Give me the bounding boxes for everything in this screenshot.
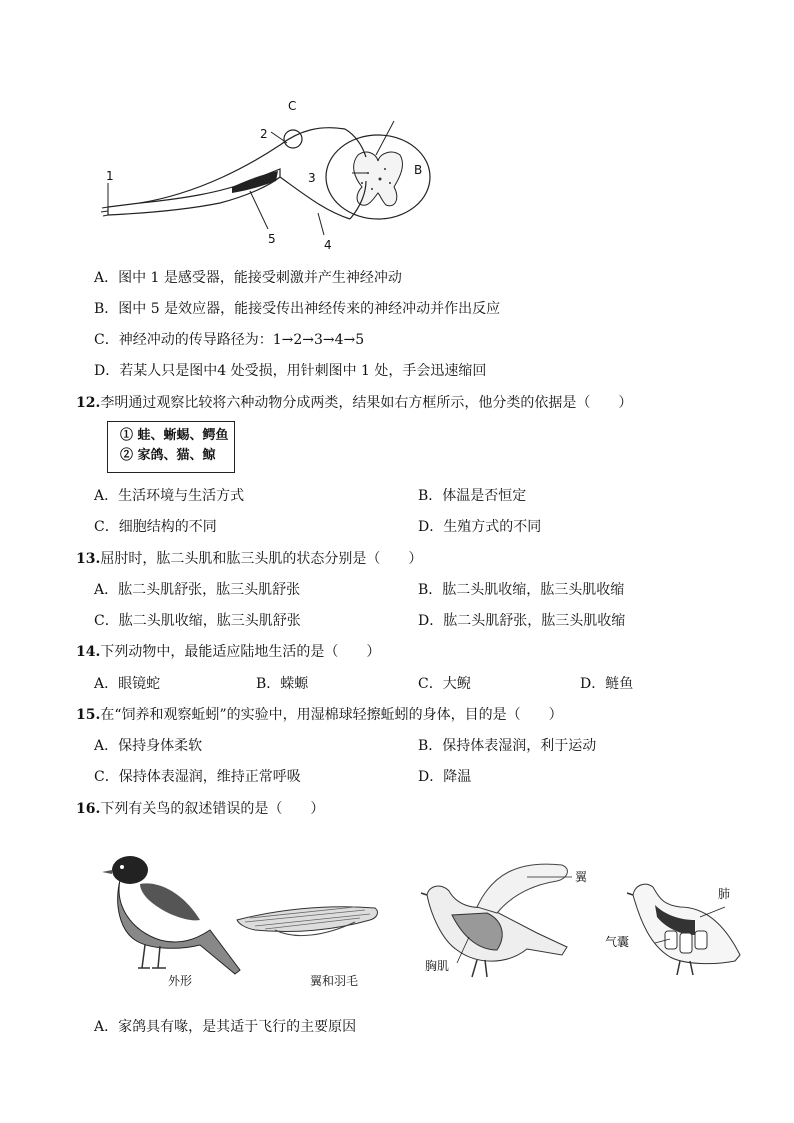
q14-number: 14. xyxy=(76,644,101,660)
q15-option-b: B．保持体表湿润，利于运动 xyxy=(418,738,597,754)
q12-stem-text: 李明通过观察比较将六种动物分成两类，结果如右方框所示，他分类的依据是（ ） xyxy=(100,395,633,411)
q15-option-c: C．保持体表湿润，维持正常呼吸 xyxy=(94,769,301,785)
q13-stem xyxy=(76,549,422,569)
q16-stem xyxy=(76,799,324,819)
q11-option-c: C．神经冲动的传导路径为：1→2→3→4→5 xyxy=(94,332,365,348)
q15-number: 15. xyxy=(76,707,101,723)
label-4: 4 xyxy=(324,238,332,252)
label-3: 3 xyxy=(308,171,316,185)
q13-option-c: C．肱二头肌收缩，肱三头肌舒张 xyxy=(94,613,301,629)
q12-box-line-1: ① 蛙、蜥蜴、鳄鱼 xyxy=(120,428,229,443)
q12-stem xyxy=(76,393,632,413)
q15-option-a: A．保持身体柔软 xyxy=(94,738,203,754)
q14-option-a: A．眼镜蛇 xyxy=(94,676,161,692)
wing-feather-drawing xyxy=(235,900,385,970)
q16-option-a: A．家鸽具有喙，是其适于飞行的主要原因 xyxy=(94,1019,357,1035)
q13-option-a: A．肱二头肌舒张，肱三头肌舒张 xyxy=(94,582,301,598)
bird-figures xyxy=(95,845,755,995)
q11-option-d: D．若某人只是图中4 处受损，用针刺图中 1 处，手会迅速缩回 xyxy=(94,363,487,379)
label-wing-feather: 翼和羽毛 xyxy=(310,974,359,988)
q13-stem-text: 屈肘时，肱二头肌和肱三头肌的状态分别是（ ） xyxy=(100,551,423,567)
q12-option-a: A．生活环境与生活方式 xyxy=(94,488,245,504)
label-air-sac: 气囊 xyxy=(605,935,630,949)
q14-option-d: D．鲢鱼 xyxy=(580,676,634,692)
pigeon-respiratory-drawing xyxy=(625,865,755,985)
bird-outline-drawing xyxy=(100,850,250,980)
label-breast-muscle: 胸肌 xyxy=(425,959,450,973)
q11-option-b: B．图中 5 是效应器，能接受传出神经传来的神经冲动并作出反应 xyxy=(94,301,501,317)
label-5: 5 xyxy=(268,232,276,246)
q12-number: 12. xyxy=(76,395,101,411)
q14-option-c: C．大鲵 xyxy=(418,676,471,692)
label-c: C xyxy=(288,99,297,113)
q12-classification-box xyxy=(107,421,235,473)
q12-box-line-2: ② 家鸽、猫、鲸 xyxy=(120,448,216,463)
q12-option-b: B．体温是否恒定 xyxy=(418,488,527,504)
q16-number: 16. xyxy=(76,801,101,817)
q12-option-d: D．生殖方式的不同 xyxy=(418,519,542,535)
reflex-arc-drawing xyxy=(100,95,440,255)
q13-option-d: D．肱二头肌舒张，肱三头肌收缩 xyxy=(418,613,626,629)
label-1: 1 xyxy=(106,169,114,183)
label-2: 2 xyxy=(260,127,268,141)
q13-number: 13. xyxy=(76,551,101,567)
reflex-arc-figure xyxy=(100,95,440,255)
q15-option-d: D．降温 xyxy=(418,769,472,785)
q13-option-b: B．肱二头肌收缩，肱三头肌收缩 xyxy=(418,582,625,598)
label-lung: 肺 xyxy=(718,887,731,901)
q12-option-c: C．细胞结构的不同 xyxy=(94,519,217,535)
q14-option-b: B．蝾螈 xyxy=(256,676,309,692)
q16-stem-text: 下列有关鸟的叙述错误的是（ ） xyxy=(100,801,325,817)
label-outline: 外形 xyxy=(168,974,193,988)
q14-stem xyxy=(76,642,380,662)
label-b: B xyxy=(414,163,423,177)
label-wing: 翼 xyxy=(575,870,588,884)
q14-stem-text: 下列动物中，最能适应陆地生活的是（ ） xyxy=(100,644,381,660)
q15-stem-text: 在“饲养和观察蚯蚓”的实验中，用湿棉球轻擦蚯蚓的身体，目的是（ ） xyxy=(100,707,563,723)
q15-stem xyxy=(76,705,563,725)
q11-option-a: A．图中 1 是感受器，能接受刺激并产生神经冲动 xyxy=(94,270,402,286)
